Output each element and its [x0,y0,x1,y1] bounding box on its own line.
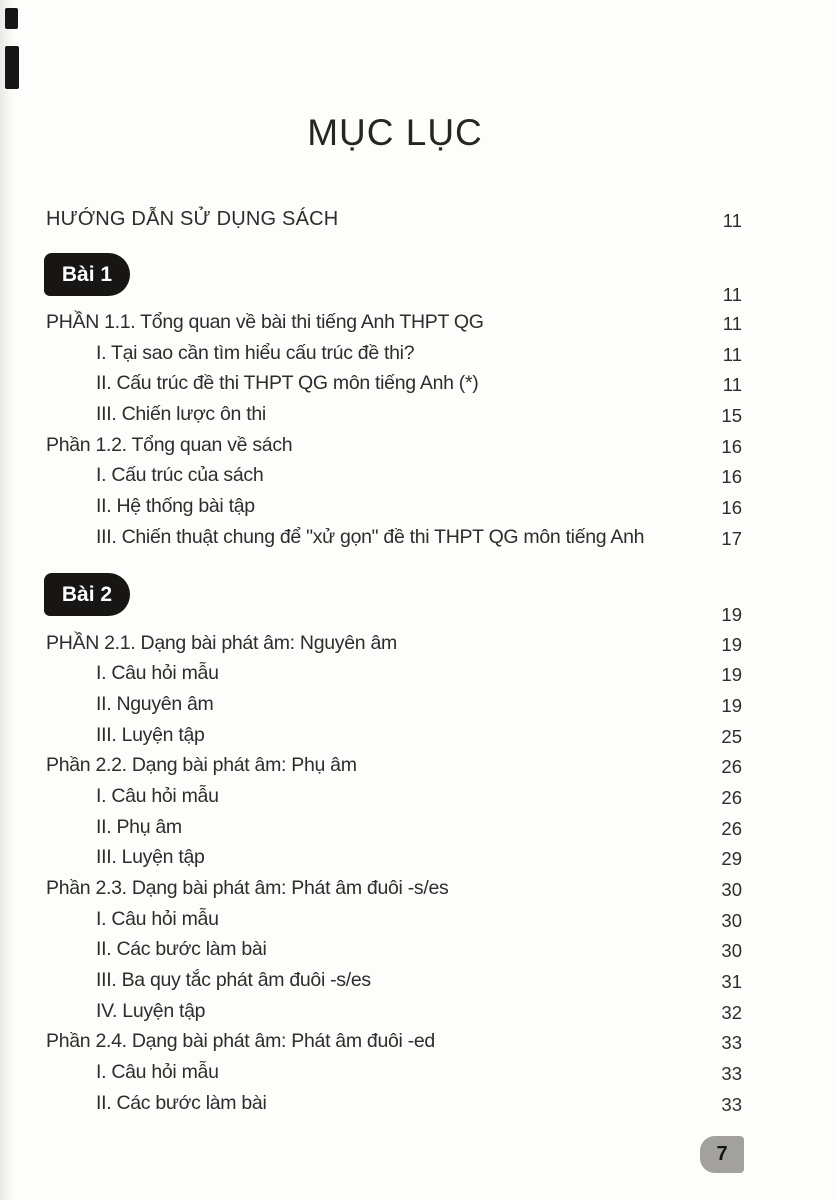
toc-row [46,403,742,434]
toc-item-label: III. Luyện tập [96,846,205,869]
toc-item-page: 31 [721,971,742,993]
section-items [46,311,742,557]
toc-row [46,877,742,908]
toc-row [46,938,742,969]
unit-badge-row [46,253,742,305]
toc-row [46,434,742,465]
toc-item-label: III. Ba quy tắc phát âm đuôi -s/es [96,969,371,992]
toc-item-page: 25 [721,725,742,747]
scanned-page-edge-shading [0,0,16,1200]
toc-row [46,785,742,816]
page-title: MỤC LỤC [307,112,483,153]
toc-item-page: 32 [721,1001,742,1023]
unit-badge-row [46,573,742,625]
toc-item-label: II. Phụ âm [96,815,182,838]
toc-item-label: III. Chiến thuật chung để "xử gọn" đề thi THPT QG môn tiếng Anh [96,525,645,548]
toc-item-page: 30 [721,879,742,900]
scan-edge-mark [5,46,19,89]
footer-page-number: 7 [716,1143,728,1165]
toc-item-label: I. Câu hỏi mẫu [96,907,219,930]
toc-item-label: II. Hệ thống bài tập [96,495,255,518]
toc-item-page: 11 [722,374,742,396]
toc-row [46,464,742,495]
section-gap [46,557,742,568]
toc-item-page: 33 [721,1032,742,1054]
toc-sections [46,253,742,1123]
footer-page-number-badge [700,1136,744,1173]
toc-row [46,1030,742,1061]
toc-item-page: 26 [721,786,742,808]
toc-item-page: 33 [721,1063,742,1085]
toc-item-page: 19 [721,694,742,716]
toc-item-page: 26 [721,756,742,778]
toc-row [46,908,742,939]
toc-item-page: 11 [722,343,742,365]
toc-item-label: II. Cấu trúc đề thi THPT QG môn tiếng Anh (*) [96,372,479,395]
toc-item-label: HƯỚNG DẪN SỬ DỤNG SÁCH [46,208,339,230]
unit-badge-page: 19 [721,603,742,625]
toc-item-label: II. Nguyên âm [96,692,214,715]
toc-item-page: 16 [721,466,742,488]
toc-item-label: Phần 1.2. Tổng quan về sách [46,433,293,456]
toc-item-label: III. Luyện tập [96,723,205,746]
toc-row [46,969,742,1000]
toc-item-page: 17 [721,527,742,549]
unit-badge: Bài 1 [44,253,130,296]
toc-item-page: 11 [722,313,742,334]
toc-item-page: 30 [721,909,742,931]
toc-item-page: 16 [721,497,742,519]
toc-item-label: PHẦN 2.1. Dạng bài phát âm: Nguyên âm [46,631,397,654]
toc-item-page: 15 [721,405,742,427]
unit-badge: Bài 2 [44,573,130,616]
table-of-contents [46,208,742,1123]
toc-row [46,724,742,755]
toc-row [46,495,742,526]
toc-item-label: II. Các bước làm bài [96,1091,267,1114]
toc-row [46,311,742,342]
toc-item-label: II. Các bước làm bài [96,938,267,961]
toc-item-page: 26 [721,817,742,839]
toc-row [46,846,742,877]
toc-item-label: I. Tại sao cần tìm hiểu cấu trúc đề thi? [96,341,415,364]
toc-item-label: I. Câu hỏi mẫu [96,1061,219,1084]
toc-row [46,1061,742,1092]
toc-row-intro [46,208,742,248]
toc-item-page: 19 [721,633,742,655]
unit-badge-page: 11 [722,284,742,305]
toc-item-label: Phần 2.4. Dạng bài phát âm: Phát âm đuôi -ed [46,1030,435,1053]
toc-row [46,1000,742,1031]
toc-item-page: 29 [721,848,742,870]
toc-row [46,754,742,785]
toc-item-label: Phần 2.3. Dạng bài phát âm: Phát âm đuôi -s/es [46,877,449,899]
toc-item-page: 16 [721,435,742,457]
toc-item-label: PHẦN 1.1. Tổng quan về bài thi tiếng Anh THPT QG [46,311,484,333]
toc-item-page: 30 [721,940,742,962]
toc-row [46,1092,742,1123]
section-items [46,632,742,1123]
toc-item-label: I. Cấu trúc của sách [96,464,264,487]
toc-row [46,372,742,403]
toc-row [46,816,742,847]
toc-item-label: I. Câu hỏi mẫu [96,784,219,807]
toc-item-page: 19 [721,664,742,686]
toc-item-page: 11 [722,210,742,231]
toc-item-label: I. Câu hỏi mẫu [96,662,219,685]
toc-row [46,632,742,663]
toc-row [46,526,742,557]
toc-row [46,693,742,724]
toc-row [46,342,742,373]
toc-row [46,662,742,693]
toc-item-label: IV. Luyện tập [96,999,206,1022]
toc-item-label: Phần 2.2. Dạng bài phát âm: Phụ âm [46,754,357,777]
toc-item-page: 33 [721,1093,742,1115]
toc-item-label: III. Chiến lược ôn thi [96,403,266,426]
scan-edge-mark [5,8,18,29]
